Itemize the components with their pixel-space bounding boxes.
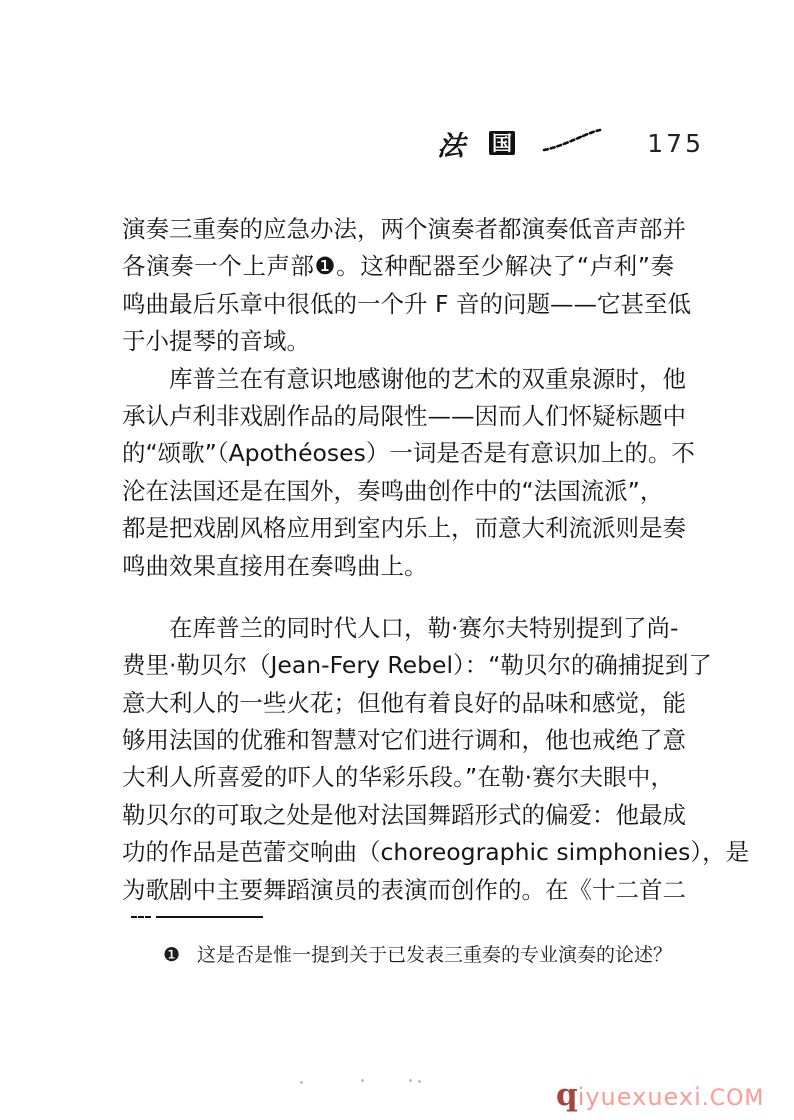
- text-line: 够用法国的优雅和智慧对它们进行调和，他也戒绝了意: [122, 726, 686, 755]
- text-line: 费里·勒贝尔（Jean-Fery Rebel）：“勒贝尔的确捕捉到了: [122, 651, 712, 680]
- text-line: 勒贝尔的可取之处是他对法国舞蹈形式的偏爱：他最成: [122, 800, 686, 829]
- text-line: 演奏三重奏的应急办法，两个演奏者都演奏低音声部并: [122, 215, 686, 243]
- text-line: 大利人所喜爱的吓人的华彩乐段。”在勒·赛尔夫眼中，: [122, 763, 674, 792]
- page-number: 175: [647, 128, 704, 158]
- text-line: 为歌剧中主要舞蹈演员的表演而创作的。在《十二首二: [122, 875, 686, 904]
- text-line: 沦在法国还是在国外，奏鸣曲创作中的“法国流派”，: [122, 476, 664, 505]
- scan-speck: [418, 1080, 421, 1083]
- footnote-text: 这是否是惟一提到关于已发表三重奏的专业演奏的论述？: [197, 944, 673, 966]
- footnote: [163, 941, 703, 970]
- running-title-char-guo: 国: [489, 131, 515, 155]
- watermark-lead-letter: q: [556, 1077, 578, 1113]
- text-line: 于小提琴的音域。: [122, 327, 310, 356]
- scan-speck: [409, 1079, 412, 1082]
- footnote-divider-dash: [131, 916, 151, 918]
- footnote-divider: [131, 915, 263, 918]
- body-text: [122, 211, 750, 909]
- text-line: 承认卢利非戏剧作品的局限性——因而人们怀疑标题中: [122, 401, 686, 430]
- text-line: 鸣曲效果直接用在奏鸣曲上。: [122, 551, 428, 580]
- flourish-decoration-icon: [541, 128, 603, 158]
- watermark-body-text: iyuexuexi: [577, 1083, 702, 1111]
- running-title-char-fa: 法: [436, 130, 467, 162]
- text-line: 意大利人的一些火花；但他有着良好的品味和感觉，能: [122, 688, 686, 717]
- text-line: 在库普兰的同时代人口，勒·赛尔夫特别提到了尚-: [169, 613, 679, 642]
- scan-speck: [300, 1081, 303, 1084]
- text-line: 功的作品是芭蕾交响曲（choreographic simphonies），是: [122, 838, 750, 867]
- text-line: 的“颂歌”（Apothéoses）一词是否是有意识加上的。不: [122, 439, 695, 468]
- text-line: 鸣曲最后乐章中很低的一个升 F 音的问题——它甚至低: [122, 289, 691, 318]
- scan-speck: [361, 1079, 364, 1082]
- footnote-divider-line: [156, 916, 263, 918]
- watermark: [556, 1077, 765, 1115]
- text-line: 都是把戏剧风格应用到室内乐上，而意大利流派则是奏: [122, 514, 686, 543]
- text-line: 库普兰在有意识地感谢他的艺术的双重泉源时，他: [169, 364, 686, 393]
- watermark-suffix: .COM: [701, 1086, 765, 1111]
- page-header: [438, 126, 704, 160]
- text-line: 各演奏一个上声部❶。这种配器至少解决了“卢利”奏: [122, 252, 674, 281]
- footnote-marker-icon: ❶: [163, 944, 181, 966]
